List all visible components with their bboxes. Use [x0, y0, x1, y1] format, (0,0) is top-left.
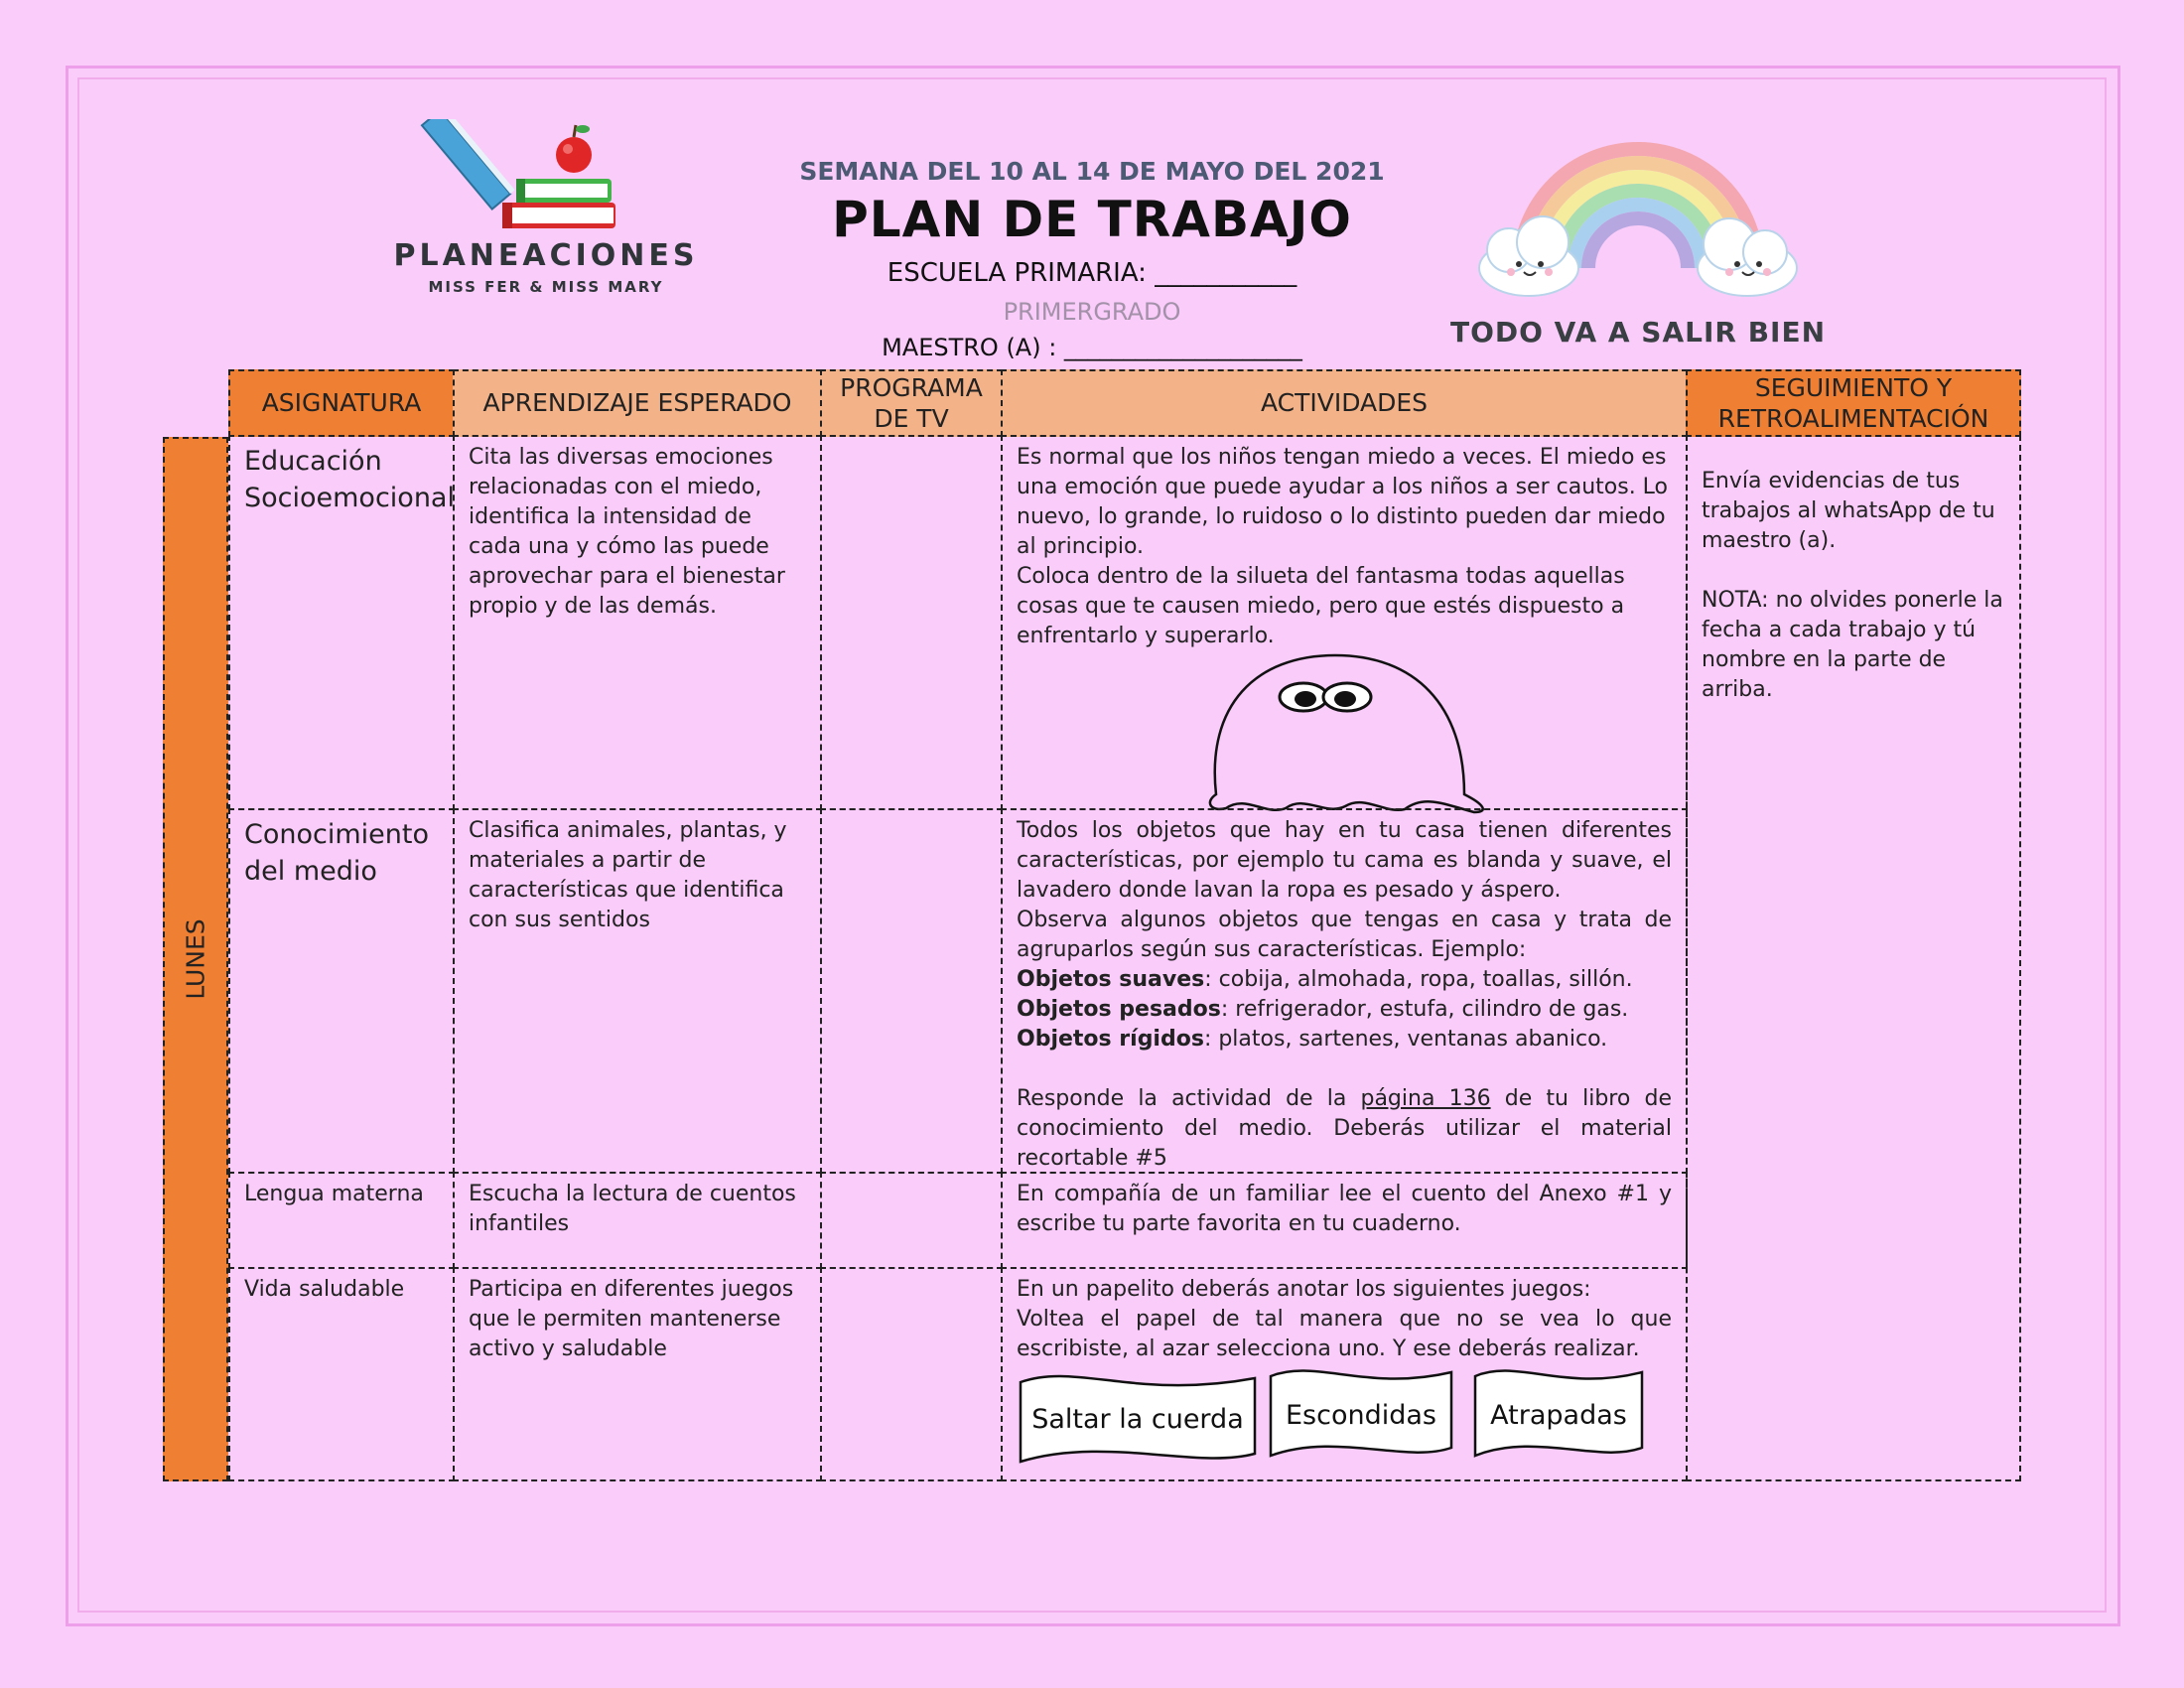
feedback-note: NOTA: no olvides ponerle la fecha a cada trabajo y tú nombre en la parte de arriba.: [1702, 588, 2003, 702]
tv-cell: [820, 1172, 1003, 1269]
example-label: Objetos suaves: [1017, 967, 1205, 992]
teacher-field: MAESTRO (A) : ____________________: [882, 334, 1302, 361]
activity-paragraph: Coloca dentro de la silueta del fantasma todas aquellas cosas que te causen miedo, pero que estés dispuesto a enfrentarlo y superarlo.: [1017, 564, 1625, 648]
subject-cell: Vida saludable: [228, 1267, 455, 1481]
game-banner-jump-rope: [1017, 1366, 1259, 1472]
learning-cell: Escucha la lectura de cuentos infantiles: [453, 1172, 822, 1269]
respond-text: Responde la actividad de la: [1017, 1086, 1361, 1111]
activity-paragraph: Voltea el papel de tal manera que no se vea lo que escribiste, al azar selecciona uno. Y ese deberás realizar.: [1017, 1307, 1672, 1361]
respond-paragraph: [1017, 1084, 1672, 1174]
activity-paragraph: En un papelito deberás anotar los siguientes juegos:: [1017, 1277, 1591, 1302]
rainbow-icon: [1469, 119, 1807, 308]
activity-paragraph: Todos los objetos que hay en tu casa tienen diferentes características, por ejemplo tu cama es blanda y suave, el lavadero donde lavan la ropa es pesado y áspero.: [1017, 818, 1672, 903]
week-range: SEMANA DEL 10 AL 14 DE MAYO DEL 2021: [799, 157, 1385, 186]
col-header-subject: ASIGNATURA: [228, 369, 455, 437]
example-soft: [1017, 965, 1672, 995]
rainbow-caption: TODO VA A SALIR BIEN: [1449, 316, 1827, 349]
subject-cell: Conocimiento del medio: [228, 808, 455, 1174]
col-header-tv: PROGRAMA DE TV: [820, 369, 1003, 437]
activity-cell: [1001, 808, 1688, 1174]
tv-cell: [820, 808, 1003, 1174]
col-header-learning: APRENDIZAJE ESPERADO: [453, 369, 822, 437]
example-items: : platos, sartenes, ventanas abanico.: [1203, 1027, 1608, 1052]
example-items: : cobija, almohada, ropa, toallas, sillón.: [1204, 967, 1633, 992]
activity-cell: En compañía de un familiar lee el cuento del Anexo #1 y escribe tu parte favorita en tu cuaderno.: [1001, 1172, 1688, 1269]
day-column: [163, 437, 228, 1481]
game-label: Atrapadas: [1490, 1399, 1627, 1431]
example-label: Objetos pesados: [1017, 997, 1221, 1022]
tv-cell: [820, 435, 1003, 810]
example-label: Objetos rígidos: [1017, 1027, 1204, 1052]
rainbow-illustration: [1469, 119, 1807, 308]
game-banner-hide-seek: [1267, 1362, 1455, 1468]
subject-cell: Educación Socioemocional: [228, 435, 455, 810]
tv-cell: [820, 1267, 1003, 1481]
feedback-cell: [1686, 435, 2021, 1481]
col-header-feedback: SEGUIMIENTO Y RETROALIMENTACIÓN: [1686, 369, 2021, 437]
day-label: LUNES: [181, 918, 210, 1000]
books-apple-icon: [377, 119, 715, 238]
planeaciones-logo: [377, 119, 715, 303]
subject-cell: Lengua materna: [228, 1172, 455, 1269]
game-label: Saltar la cuerda: [1031, 1403, 1244, 1435]
school-field: ESCUELA PRIMARIA: ___________: [887, 258, 1297, 288]
logo-subtitle: MISS FER & MISS MARY: [428, 278, 664, 296]
learning-cell: Cita las diversas emociones relacionadas con el miedo, identifica la intensidad de cada una y cómo las puede aprovechar para el bienestar propio y de las demás.: [453, 435, 822, 810]
grade-label: PRIMERGRADO: [1003, 298, 1181, 326]
learning-cell: Participa en diferentes juegos que le permiten mantenerse activo y saludable: [453, 1267, 822, 1481]
example-rigid: [1017, 1025, 1672, 1055]
activity-paragraph: Es normal que los niños tengan miedo a veces. El miedo es una emoción que puede ayudar a los niños a ser cautos. Lo nuevo, lo grande, lo ruidoso o lo distinto pueden dar miedo al principio.: [1017, 445, 1669, 559]
respond-text: de tu libro de conocimiento del medio. Deberás utilizar el material recortable #5: [1017, 1086, 1672, 1171]
ghost-silhouette-icon: [1186, 645, 1504, 814]
col-header-activities: ACTIVIDADES: [1001, 369, 1688, 437]
page-reference: página 136: [1360, 1086, 1491, 1111]
game-label: Escondidas: [1286, 1399, 1436, 1431]
learning-cell: Clasifica animales, plantas, y materiales a partir de características que identifica con sus sentidos: [453, 808, 822, 1174]
feedback-paragraph: Envía evidencias de tus trabajos al whatsApp de tu maestro (a).: [1702, 469, 1995, 553]
logo-title: PLANEACIONES: [393, 238, 699, 273]
activity-paragraph: Observa algunos objetos que tengas en casa y trata de agruparlos según sus características. Ejemplo:: [1017, 908, 1672, 962]
game-banner-tag: [1471, 1362, 1646, 1468]
page-title: PLAN DE TRABAJO: [832, 191, 1352, 248]
example-heavy: [1017, 995, 1672, 1025]
example-items: : refrigerador, estufa, cilindro de gas.: [1220, 997, 1629, 1022]
